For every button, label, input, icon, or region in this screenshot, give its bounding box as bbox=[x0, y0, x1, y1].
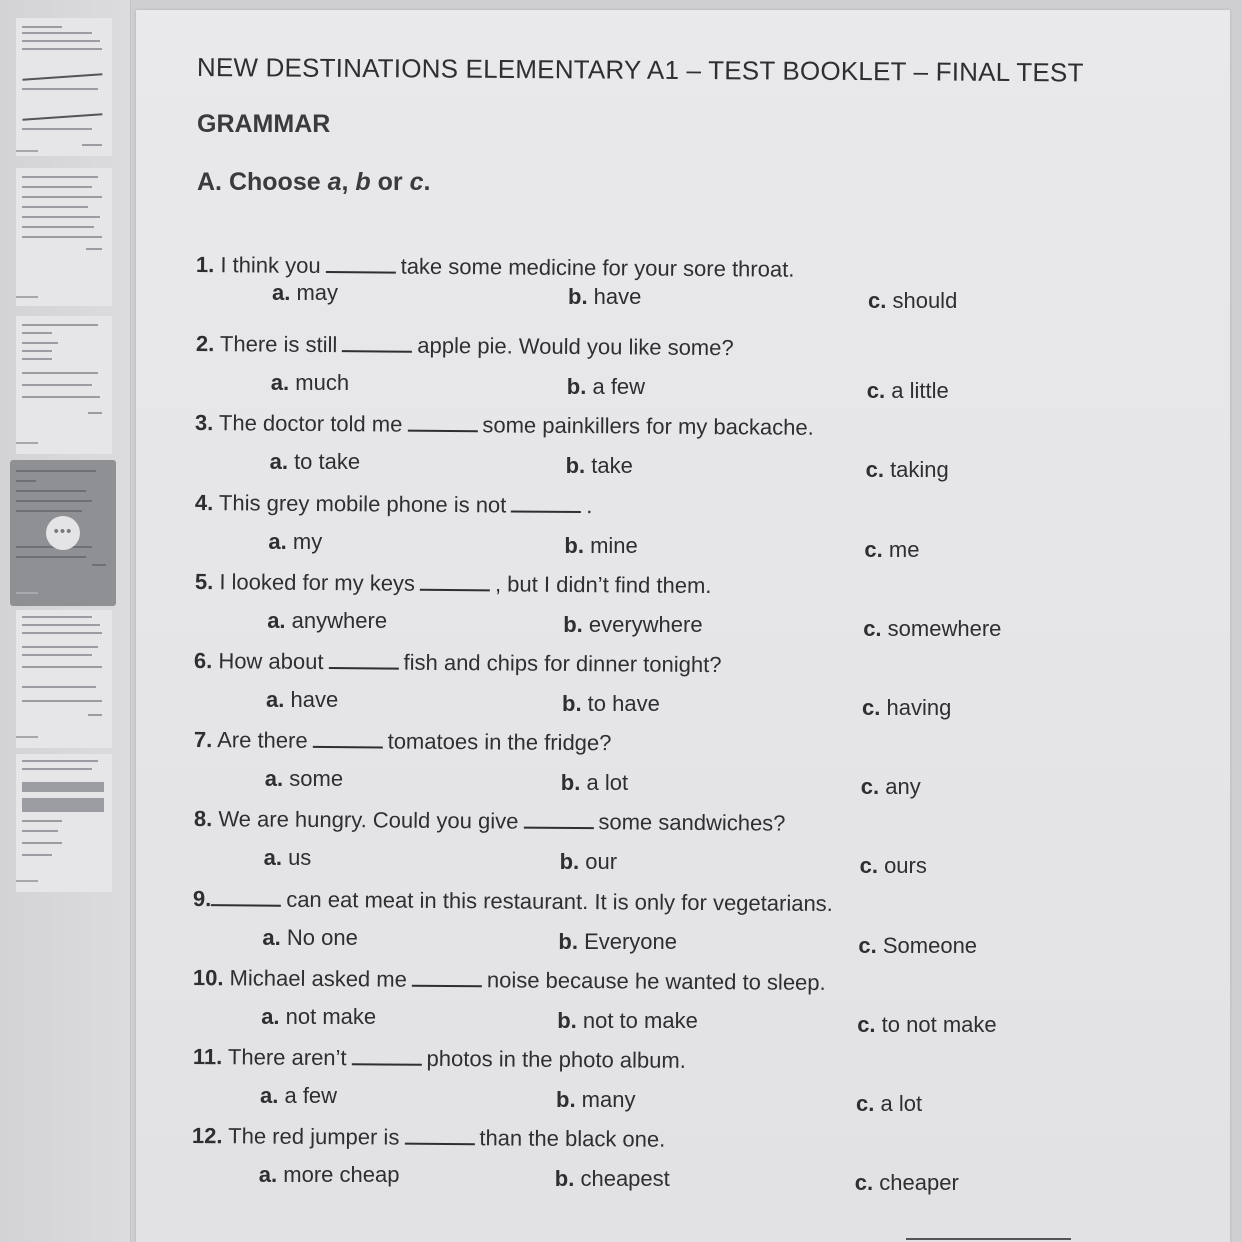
thumbnail-sidebar bbox=[0, 0, 131, 1242]
option-text: take bbox=[585, 453, 633, 479]
option-letter: c. bbox=[864, 536, 883, 562]
question-8 bbox=[193, 806, 785, 837]
option-text: cheaper bbox=[873, 1170, 959, 1196]
question-number: 10. bbox=[192, 964, 224, 991]
question-6-option-a[interactable] bbox=[266, 687, 338, 713]
question-number: 11. bbox=[192, 1044, 222, 1070]
option-letter: c. bbox=[860, 774, 880, 800]
option-letter: c. bbox=[859, 853, 878, 879]
page-thumbnail-2[interactable] bbox=[16, 168, 112, 306]
question-text-after: than the black one. bbox=[479, 1125, 666, 1152]
option-text: anywhere bbox=[285, 607, 388, 633]
question-10-option-a[interactable] bbox=[261, 1004, 376, 1030]
answer-blank bbox=[342, 334, 412, 353]
question-8-option-c[interactable] bbox=[860, 853, 927, 879]
question-number: 2. bbox=[195, 331, 214, 357]
option-letter: b. bbox=[560, 770, 581, 796]
question-text-before: There aren’t bbox=[221, 1044, 347, 1071]
question-text-after: , but I didn’t find them. bbox=[494, 571, 712, 598]
option-letter: a. bbox=[269, 449, 288, 475]
option-letter: c. bbox=[866, 378, 886, 404]
option-text: taking bbox=[883, 457, 949, 483]
question-text-after: noise because he wanted to sleep. bbox=[486, 967, 826, 995]
question-4-option-a[interactable] bbox=[268, 529, 322, 555]
option-text: everywhere bbox=[582, 611, 703, 637]
question-11-option-c[interactable] bbox=[856, 1091, 922, 1117]
question-9-option-b[interactable] bbox=[558, 929, 677, 955]
option-text: to take bbox=[287, 449, 361, 475]
option-letter: a. bbox=[258, 1162, 278, 1188]
question-10-option-c[interactable] bbox=[857, 1012, 996, 1038]
option-text: some bbox=[283, 766, 344, 792]
option-text: a little bbox=[885, 378, 949, 404]
option-letter: c. bbox=[863, 615, 882, 641]
page-thumbnail-6[interactable] bbox=[16, 754, 112, 892]
option-text: somewhere bbox=[881, 615, 1002, 641]
option-letter: b. bbox=[565, 453, 586, 479]
section-title: GRAMMAR bbox=[197, 110, 331, 138]
option-text: a lot bbox=[580, 770, 629, 796]
option-text: much bbox=[289, 370, 350, 396]
option-letter: b. bbox=[557, 1007, 577, 1033]
question-4 bbox=[195, 490, 593, 519]
question-7 bbox=[194, 727, 612, 756]
question-2 bbox=[195, 331, 733, 361]
option-text: to have bbox=[581, 691, 660, 716]
option-text: not to make bbox=[576, 1007, 698, 1033]
question-5-option-c[interactable] bbox=[863, 616, 1001, 642]
answer-blank bbox=[351, 1047, 421, 1066]
question-11-option-a[interactable] bbox=[260, 1083, 337, 1109]
option-text: No one bbox=[280, 924, 358, 950]
option-text: us bbox=[281, 845, 312, 871]
page-thumbnail-5[interactable] bbox=[16, 610, 112, 748]
option-letter: c. bbox=[857, 1011, 876, 1037]
question-5 bbox=[194, 569, 711, 599]
question-2-option-a[interactable] bbox=[271, 370, 349, 396]
option-text: not make bbox=[279, 1003, 377, 1029]
document-title: NEW DESTINATIONS ELEMENTARY A1 – TEST BOOKLET – FINAL TEST bbox=[196, 52, 1084, 88]
question-9 bbox=[193, 886, 833, 917]
option-letter: b. bbox=[568, 284, 588, 309]
option-letter: b. bbox=[556, 1087, 576, 1112]
question-text-after: can eat meat in this restaurant. It is only for vegetarians. bbox=[286, 886, 834, 916]
option-text: any bbox=[879, 774, 921, 800]
option-letter: a. bbox=[272, 280, 291, 305]
question-number: 8. bbox=[193, 806, 212, 832]
question-text-after: . bbox=[586, 492, 593, 518]
option-text: me bbox=[882, 536, 920, 562]
answer-blank bbox=[408, 414, 478, 433]
option-text: a few bbox=[278, 1083, 338, 1108]
option-letter: a. bbox=[270, 370, 290, 396]
answer-blank bbox=[329, 651, 399, 670]
question-text-before: We are hungry. Could you give bbox=[211, 806, 519, 834]
question-12-option-c[interactable] bbox=[855, 1170, 959, 1196]
option-text: may bbox=[290, 280, 339, 305]
answer-blank bbox=[326, 255, 396, 274]
page-edge-line bbox=[906, 1238, 1071, 1240]
question-3-option-b[interactable] bbox=[566, 453, 633, 479]
option-letter: b. bbox=[559, 849, 580, 875]
option-letter: b. bbox=[564, 532, 584, 558]
question-text-before: I looked for my keys bbox=[212, 568, 415, 596]
option-text: Everyone bbox=[577, 928, 678, 954]
question-number: 1. bbox=[195, 252, 215, 278]
question-number: 4. bbox=[194, 489, 214, 515]
question-text-before: The red jumper is bbox=[222, 1123, 400, 1150]
option-text: have bbox=[284, 687, 339, 712]
question-8-option-a[interactable] bbox=[264, 845, 312, 871]
question-text-before: How about bbox=[212, 648, 324, 675]
question-text-before: Are there bbox=[212, 727, 308, 754]
question-text-before: This grey mobile phone is not bbox=[213, 489, 507, 518]
option-text: to not make bbox=[875, 1011, 997, 1037]
question-11 bbox=[192, 1044, 685, 1074]
question-text-before: There is still bbox=[213, 331, 338, 358]
option-text: our bbox=[579, 849, 618, 875]
question-number: 5. bbox=[194, 568, 213, 594]
option-letter: b. bbox=[562, 691, 582, 716]
question-11-option-b[interactable] bbox=[556, 1087, 635, 1113]
question-1-option-c[interactable] bbox=[868, 288, 957, 314]
question-8-option-b[interactable] bbox=[560, 849, 617, 875]
option-letter: c. bbox=[868, 288, 887, 313]
question-4-option-b[interactable] bbox=[564, 533, 637, 559]
question-number: 7. bbox=[193, 727, 213, 753]
question-6-option-b[interactable] bbox=[562, 691, 660, 717]
question-text-after: fish and chips for dinner tonight? bbox=[403, 649, 722, 678]
option-letter: c. bbox=[854, 1170, 874, 1196]
option-text: cheapest bbox=[574, 1166, 670, 1192]
question-number: 12. bbox=[191, 1123, 223, 1149]
question-9-option-c[interactable] bbox=[858, 933, 977, 959]
option-letter: c. bbox=[858, 932, 877, 958]
answer-blank bbox=[523, 811, 593, 830]
question-6-option-c[interactable] bbox=[862, 695, 951, 721]
question-number: 3. bbox=[195, 410, 214, 436]
question-1-option-b[interactable] bbox=[568, 284, 641, 310]
question-5-option-b[interactable] bbox=[563, 612, 702, 638]
option-text: ours bbox=[877, 853, 927, 879]
question-number: 9. bbox=[192, 885, 212, 911]
option-letter: c. bbox=[862, 695, 881, 720]
page-thumbnail-3[interactable] bbox=[16, 316, 112, 454]
option-letter: c. bbox=[856, 1091, 875, 1116]
option-text: my bbox=[286, 528, 323, 554]
question-12-option-b[interactable] bbox=[555, 1166, 670, 1192]
question-3-option-a[interactable] bbox=[270, 449, 361, 475]
option-text: Someone bbox=[876, 932, 978, 958]
instruction-text: A. Choose a, b or c. bbox=[197, 168, 431, 196]
question-text-after: tomatoes in the fridge? bbox=[387, 728, 612, 756]
page-thumbnail-1[interactable] bbox=[16, 18, 112, 156]
question-6 bbox=[194, 648, 722, 678]
answer-blank bbox=[211, 888, 281, 907]
question-2-option-b[interactable] bbox=[567, 374, 645, 400]
question-1-option-a[interactable] bbox=[272, 280, 338, 306]
option-letter: b. bbox=[566, 374, 587, 400]
question-text-before: I think you bbox=[214, 252, 321, 278]
option-letter: a. bbox=[262, 924, 281, 950]
option-text: many bbox=[575, 1087, 636, 1112]
question-text-after: apple pie. Would you like some? bbox=[416, 332, 734, 361]
option-letter: c. bbox=[865, 457, 884, 483]
answer-blank bbox=[412, 969, 482, 988]
answer-blank bbox=[420, 573, 490, 592]
answer-blank bbox=[312, 730, 382, 749]
question-5-option-a[interactable] bbox=[267, 608, 387, 634]
option-text: a lot bbox=[874, 1091, 923, 1116]
option-letter: a. bbox=[266, 687, 285, 712]
option-letter: b. bbox=[563, 611, 583, 637]
question-7-option-c[interactable] bbox=[861, 774, 921, 800]
question-1 bbox=[196, 252, 795, 283]
question-12 bbox=[192, 1123, 666, 1153]
question-10-option-b[interactable] bbox=[557, 1008, 698, 1034]
option-text: have bbox=[587, 284, 642, 309]
question-text-after: photos in the photo album. bbox=[426, 1045, 686, 1073]
option-letter: a. bbox=[268, 528, 287, 554]
option-letter: a. bbox=[263, 845, 282, 871]
option-letter: b. bbox=[554, 1166, 575, 1192]
option-text: a few bbox=[586, 374, 646, 400]
more-options-button[interactable]: ••• bbox=[46, 516, 80, 550]
question-3 bbox=[195, 410, 814, 441]
option-text: more cheap bbox=[277, 1162, 400, 1188]
question-4-option-c[interactable] bbox=[864, 537, 919, 563]
option-letter: a. bbox=[261, 1003, 280, 1029]
question-7-option-b[interactable] bbox=[561, 770, 628, 796]
question-text-before: Michael asked me bbox=[223, 965, 407, 992]
option-text: mine bbox=[583, 532, 638, 558]
question-2-option-c[interactable] bbox=[867, 378, 949, 404]
question-text-after: some sandwiches? bbox=[597, 809, 786, 837]
answer-blank bbox=[511, 494, 581, 513]
question-9-option-a[interactable] bbox=[262, 925, 357, 951]
question-12-option-a[interactable] bbox=[259, 1162, 400, 1188]
option-letter: a. bbox=[260, 1083, 279, 1108]
option-text: having bbox=[880, 695, 952, 720]
question-10 bbox=[193, 965, 826, 996]
question-3-option-c[interactable] bbox=[866, 457, 949, 483]
option-letter: a. bbox=[267, 607, 286, 633]
question-number: 6. bbox=[194, 648, 213, 674]
question-text-after: some painkillers for my backache. bbox=[482, 412, 815, 441]
option-letter: b. bbox=[558, 928, 578, 954]
document-page bbox=[136, 10, 1230, 1242]
answer-blank bbox=[404, 1127, 474, 1146]
option-text: should bbox=[886, 288, 958, 313]
question-7-option-a[interactable] bbox=[265, 766, 343, 792]
question-text-after: take some medicine for your sore throat. bbox=[400, 253, 795, 282]
question-text-before: The doctor told me bbox=[213, 410, 403, 438]
option-letter: a. bbox=[264, 766, 284, 792]
